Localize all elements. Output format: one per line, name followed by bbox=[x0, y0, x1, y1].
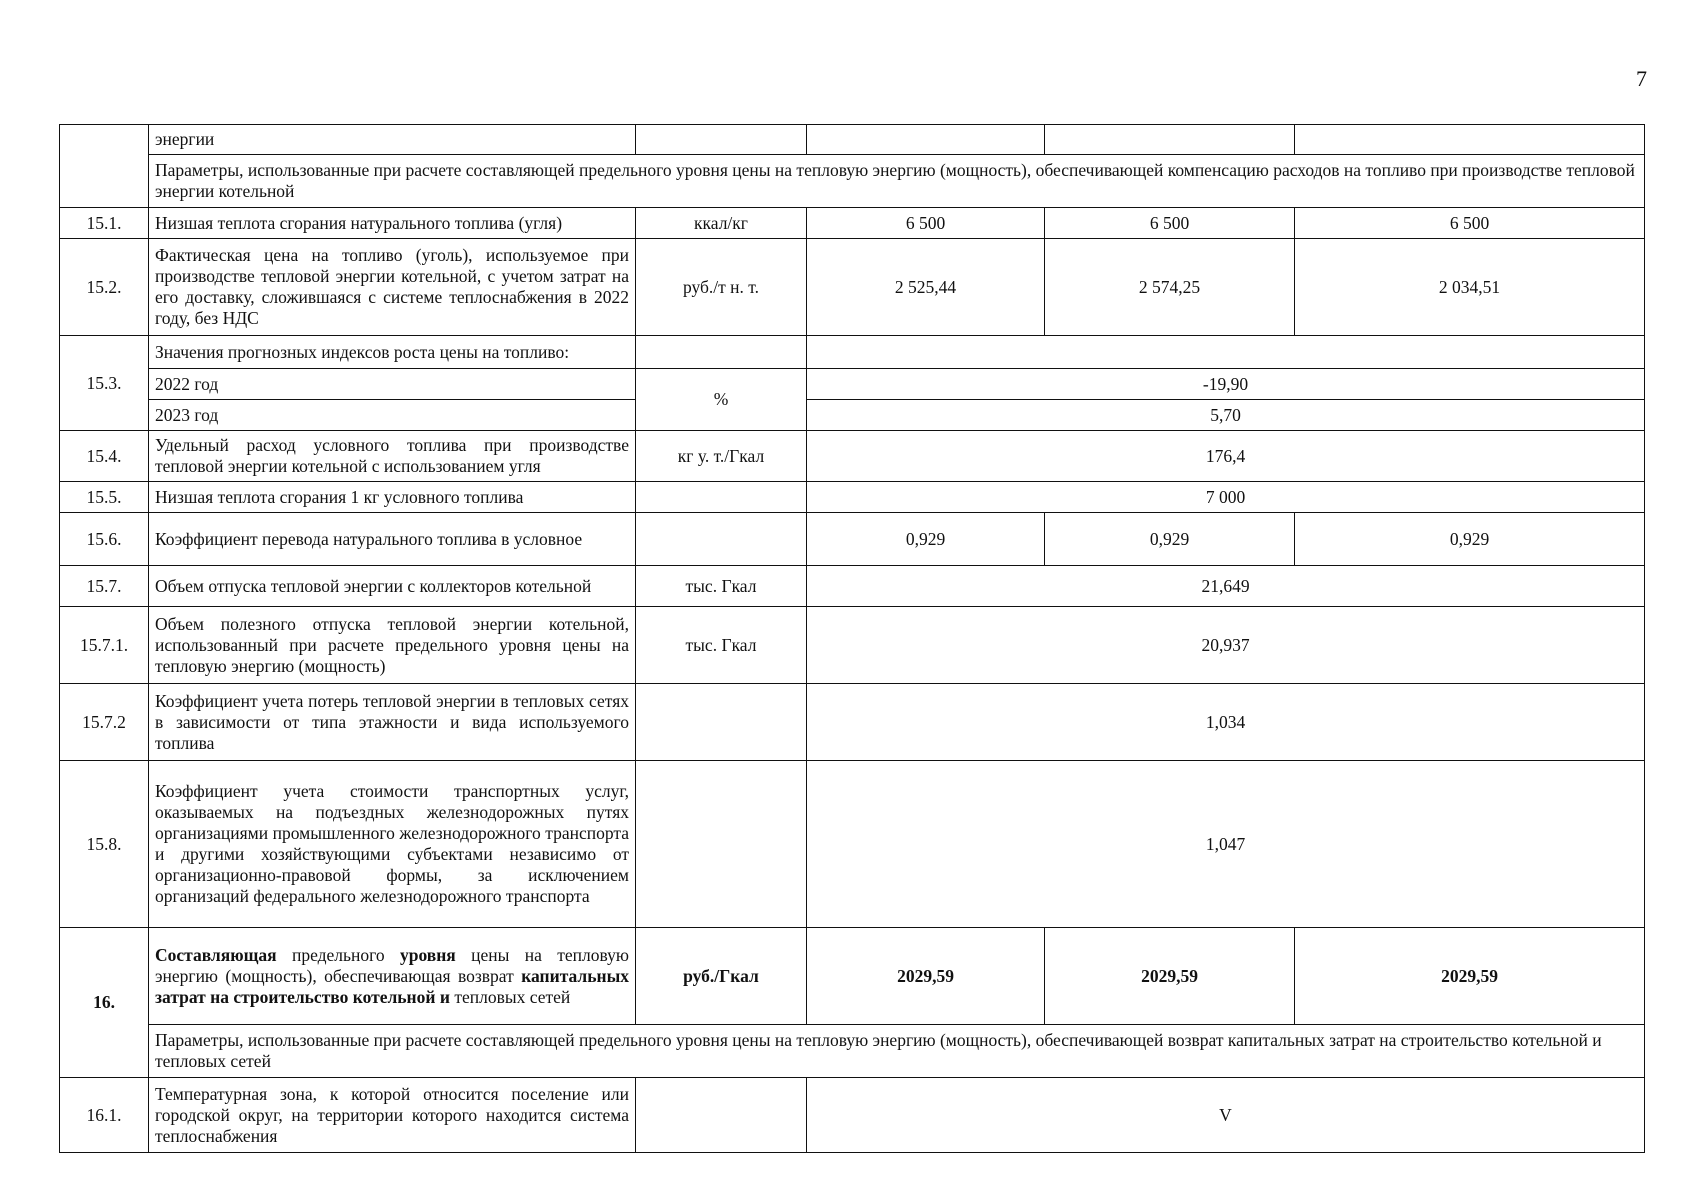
row-number-cell: 15.7.2 bbox=[60, 684, 149, 761]
row-name-cell: Коэффициент учета стоимости транспортных услуг, оказываемых на подъездных железнодорожных путях организациями промышленного железнодорожного транспорта и другими хозяйствующими субъектами независимо от организационно-правовой формы, за исключением организаций федерального железнодорожного транспорта bbox=[149, 761, 636, 928]
value-cell: 2 525,44 bbox=[807, 239, 1045, 336]
unit-cell: ккал/кг bbox=[636, 208, 807, 239]
value-cell: 6 500 bbox=[1045, 208, 1295, 239]
row-name-cell: Температурная зона, к которой относится поселение или городской округ, на территории которого находится система теплоснабжения bbox=[149, 1078, 636, 1153]
name-part: уровня bbox=[399, 944, 456, 965]
value-cell: 2 574,25 bbox=[1045, 239, 1295, 336]
value-cell: 5,70 bbox=[807, 400, 1645, 431]
row-number-cell: 15.1. bbox=[60, 208, 149, 239]
unit-cell bbox=[636, 125, 807, 155]
row-name-cell: Низшая теплота сгорания натурального топлива (угля) bbox=[149, 208, 636, 239]
unit-cell bbox=[636, 336, 807, 369]
row-number-cell: 16.1. bbox=[60, 1078, 149, 1153]
unit-cell: руб./Гкал bbox=[636, 928, 807, 1025]
section-header-cell: Параметры, использованные при расчете составляющей предельного уровня цены на тепловую энергию (мощность), обеспечивающей возврат капитальных затрат на строительство котельной и тепловых сетей bbox=[149, 1025, 1645, 1078]
row-number-cell: 15.7.1. bbox=[60, 607, 149, 684]
name-part: тепловых сетей bbox=[449, 986, 571, 1007]
name-part: капитальных затрат на строительство котельной и bbox=[155, 965, 629, 1007]
year-cell: 2023 год bbox=[149, 400, 636, 431]
row-number-cell: 15.2. bbox=[60, 239, 149, 336]
unit-cell: кг у. т./Гкал bbox=[636, 431, 807, 482]
table-row bbox=[60, 684, 1645, 761]
table-row bbox=[60, 513, 1645, 566]
unit-cell bbox=[636, 1078, 807, 1153]
table-row bbox=[60, 336, 1645, 369]
table-row bbox=[60, 1025, 1645, 1078]
table-row bbox=[60, 155, 1645, 208]
value-cell bbox=[1045, 125, 1295, 155]
unit-cell bbox=[636, 513, 807, 566]
page-number: 7 bbox=[1636, 66, 1647, 91]
value-cell: 0,929 bbox=[1295, 513, 1645, 566]
unit-cell bbox=[636, 761, 807, 928]
value-cell: V bbox=[807, 1078, 1645, 1153]
row-name-cell bbox=[149, 928, 636, 1025]
row-name-cell: Низшая теплота сгорания 1 кг условного топлива bbox=[149, 482, 636, 513]
value-cell: 2029,59 bbox=[1295, 928, 1645, 1025]
value-cell: 21,649 bbox=[807, 566, 1645, 607]
row-number-cell bbox=[60, 125, 149, 208]
row-number-cell: 15.4. bbox=[60, 431, 149, 482]
value-cell: 2029,59 bbox=[1045, 928, 1295, 1025]
value-cell: 176,4 bbox=[807, 431, 1645, 482]
table-row bbox=[60, 369, 1645, 400]
table-row bbox=[60, 607, 1645, 684]
table-row bbox=[60, 400, 1645, 431]
row-name-cell: Объем отпуска тепловой энергии с коллекторов котельной bbox=[149, 566, 636, 607]
unit-cell: % bbox=[636, 369, 807, 431]
table-row bbox=[60, 482, 1645, 513]
value-cell: 0,929 bbox=[807, 513, 1045, 566]
table-row bbox=[60, 1078, 1645, 1153]
unit-cell bbox=[636, 482, 807, 513]
unit-cell: тыс. Гкал bbox=[636, 607, 807, 684]
row-number-cell: 15.7. bbox=[60, 566, 149, 607]
row-name-cell: Объем полезного отпуска тепловой энергии котельной, использованный при расчете предельного уровня цены на тепловую энергию (мощность) bbox=[149, 607, 636, 684]
value-cell: 0,929 bbox=[1045, 513, 1295, 566]
name-part: Составляющая bbox=[155, 944, 277, 965]
name-part: цены на тепловую энергию (мощность), обеспечивающая возврат bbox=[155, 944, 629, 986]
value-cell: 1,047 bbox=[807, 761, 1645, 928]
table-row bbox=[60, 566, 1645, 607]
value-cell: -19,90 bbox=[807, 369, 1645, 400]
value-cell: 2 034,51 bbox=[1295, 239, 1645, 336]
value-cell: 7 000 bbox=[807, 482, 1645, 513]
value-cell: 2029,59 bbox=[807, 928, 1045, 1025]
row-name-cell: Удельный расход условного топлива при производстве тепловой энергии котельной с использованием угля bbox=[149, 431, 636, 482]
table-row bbox=[60, 431, 1645, 482]
row-name-cell: Значения прогнозных индексов роста цены на топливо: bbox=[149, 336, 636, 369]
row-name-cell: Коэффициент перевода натурального топлива в условное bbox=[149, 513, 636, 566]
year-cell: 2022 год bbox=[149, 369, 636, 400]
table-row bbox=[60, 239, 1645, 336]
row-number-cell: 16. bbox=[60, 928, 149, 1078]
section-header-cell: Параметры, использованные при расчете составляющей предельного уровня цены на тепловую энергию (мощность), обеспечивающей компенсацию расходов на топливо при производстве тепловой энергии котельной bbox=[149, 155, 1645, 208]
value-cell: 6 500 bbox=[1295, 208, 1645, 239]
row-number-cell: 15.5. bbox=[60, 482, 149, 513]
unit-cell: руб./т н. т. bbox=[636, 239, 807, 336]
name-part: предельного bbox=[276, 944, 400, 965]
value-cell: 6 500 bbox=[807, 208, 1045, 239]
row-name-cell: Коэффициент учета потерь тепловой энергии в тепловых сетях в зависимости от типа этажности и вида используемого топлива bbox=[149, 684, 636, 761]
row-name-cell: энергии bbox=[149, 125, 636, 155]
table-row bbox=[60, 928, 1645, 1025]
row-number-cell: 15.6. bbox=[60, 513, 149, 566]
unit-cell: тыс. Гкал bbox=[636, 566, 807, 607]
value-cell: 1,034 bbox=[807, 684, 1645, 761]
value-cell bbox=[807, 336, 1645, 369]
tariff-parameters-table bbox=[59, 124, 1645, 1153]
value-cell: 20,937 bbox=[807, 607, 1645, 684]
table-row bbox=[60, 125, 1645, 155]
unit-cell bbox=[636, 684, 807, 761]
value-cell bbox=[807, 125, 1045, 155]
row-name-cell: Фактическая цена на топливо (уголь), используемое при производстве тепловой энергии котельной, с учетом затрат на его доставку, сложившаяся с системе теплоснабжения в 2022 году, без НДС bbox=[149, 239, 636, 336]
value-cell bbox=[1295, 125, 1645, 155]
table-row bbox=[60, 208, 1645, 239]
row-number-cell: 15.3. bbox=[60, 336, 149, 431]
table-row bbox=[60, 761, 1645, 928]
row-number-cell: 15.8. bbox=[60, 761, 149, 928]
